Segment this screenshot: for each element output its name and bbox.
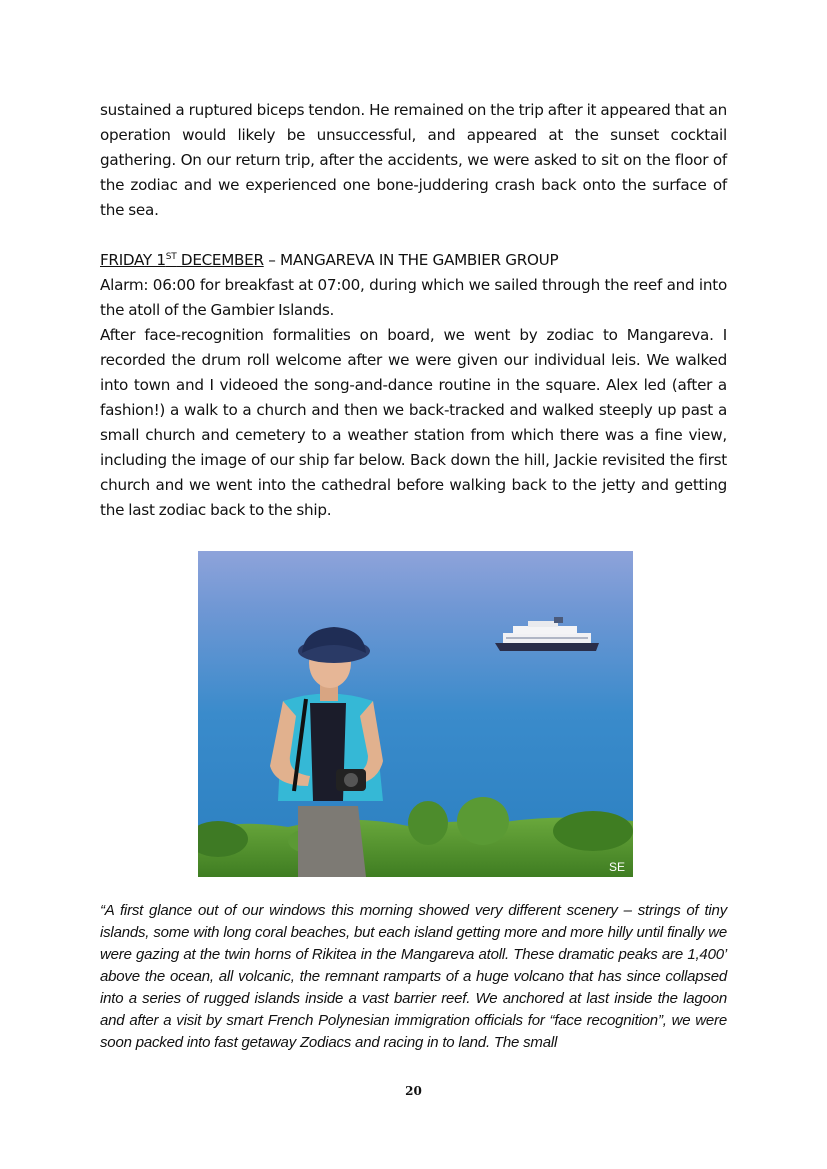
heading-day: FRIDAY 1 (100, 251, 166, 269)
heading-month: DECEMBER (176, 251, 264, 269)
paragraph-mangareva: After face-recognition formalities on board, we went by zodiac to Mangareva. I recorded the drum roll welcome after we were given our individual leis. We walked into town and I videoed the song-and-dance routine in the square. Alex led (after a fashion!) a walk to a church and then we back-tracked and walked steeply up past a small church and cemetery to a weather station from which there was a fine view, including the image of our ship far below. Back down the hill, Jackie revisited the first church and we went into the cathedral before walking back to the jetty and getting the last zodiac back to the ship. (100, 326, 727, 519)
paragraph-alarm: Alarm: 06:00 for breakfast at 07:00, during which we sailed through the reef and into the atoll of the Gambier Islands. (100, 276, 727, 319)
photo-woman-with-ship (198, 551, 633, 877)
heading-date (100, 251, 264, 269)
section-heading (100, 248, 727, 273)
page-body (100, 98, 727, 523)
page-number: 20 (405, 1084, 422, 1098)
paragraph-continuation: sustained a ruptured biceps tendon. He remained on the trip after it appeared that an operation would likely be unsuccessful, and appeared at the sunset cocktail gathering. On our return trip, after the accidents, we were asked to sit on the floor of the zodiac and we experienced one bone-juddering crash back onto the surface of the sea. (100, 101, 727, 219)
quote-paragraph: “A first glance out of our windows this morning showed very different scenery – strings of tiny islands, some with long coral beaches, but each island getting more and more hilly until finally we were gazing at the twin horns of Rikitea in the Mangareva atoll. These dramatic peaks are 1,400’ above the ocean, all volcanic, the remnant ramparts of a huge volcano that has since collapsed into a series of rugged islands inside a vast barrier reef. We anchored at last inside the lagoon and after a visit by smart French Polynesian immigration officials for “face recognition”, we were soon packed into fast getaway Zodiacs and racing in to land. The small (100, 902, 727, 1051)
photo-illustration (198, 551, 633, 877)
photo-credit: SE (608, 860, 625, 874)
heading-ordinal: ST (165, 252, 177, 262)
heading-location: – MANGAREVA IN THE GAMBIER GROUP (263, 251, 559, 269)
